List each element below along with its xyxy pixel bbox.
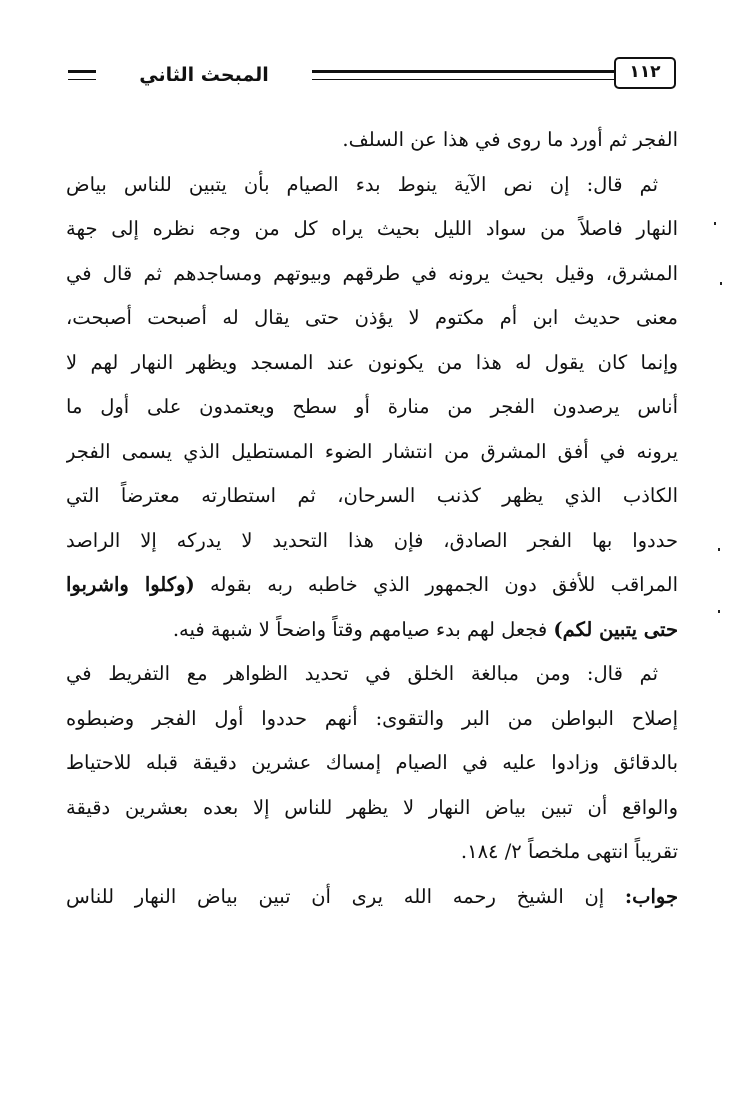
text-line	[66, 608, 678, 653]
bold-segment: حتى يتبين لكم)	[553, 617, 678, 641]
text-line: وإنما كان يقول له هذا من يكونون عند المسجد ويظهر النهار لهم لا	[66, 350, 678, 374]
text-line: الكاذب الذي يظهر كذنب السرحان، ثم استطارته معترضاً التي	[66, 484, 678, 507]
header-rule-right	[312, 70, 666, 80]
text-line: المشرق، وقيل بحيث يرونه في طرقهم وبيوتهم ومساجدهم ثم قال في	[66, 261, 678, 285]
text-line: والواقع أن تبين بياض النهار لا يظهر للناس إلا بعده بعشرين دقيقة	[66, 795, 678, 819]
page-header	[66, 56, 678, 96]
section-title: المبحث الثاني	[139, 64, 269, 86]
header-rule-left	[68, 70, 96, 80]
text-line: الفجر ثم أورد ما روى في هذا عن السلف.	[342, 128, 678, 151]
margin-speck	[720, 282, 722, 285]
text-line: تقريباً انتهى ملخصاً ٢/ ١٨٤.	[460, 840, 678, 863]
line-segment: إن الشيخ رحمه الله يرى أن تبين بياض النهار للناس	[66, 884, 625, 908]
line-segment: فجعل لهم بدء صيامهم وقتاً واضحاً لا شبهة فيه.	[172, 617, 554, 641]
page-number: ١١٢	[614, 57, 676, 89]
margin-speck	[718, 548, 720, 551]
text-line: ثم قال: ومن مبالغة الخلق في تحديد الظواهر مع التفريط في	[66, 662, 658, 685]
text-line: معنى حديث ابن أم مكتوم لا يؤذن حتى يقال له أصبحت أصبحت،	[66, 306, 678, 329]
margin-speck	[718, 610, 720, 613]
text-line: ثم قال: إن نص الآية ينوط بدء الصيام بأن يتبين للناس بياض	[66, 172, 658, 196]
text-line: حددوا بها الفجر الصادق، فإن هذا التحديد لا يدركه إلا الراصد	[66, 528, 678, 552]
text-line: أناس يرصدون الفجر من منارة أو سطح ويعتمدون على أول ما	[66, 395, 678, 418]
text-line: إصلاح البواطن من البر والتقوى: أنهم حددوا أول الفجر وضبطوه	[66, 706, 678, 730]
line-segment: المراقب للأفق دون الجمهور الذي خاطبه ربه بقوله	[194, 573, 678, 596]
text-line	[66, 563, 678, 608]
text-line: بالدقائق وزادوا عليه في الصيام إمساك عشرين دقيقة قبله للاحتياط	[66, 751, 678, 774]
bold-segment: جواب:	[624, 884, 678, 908]
text-line: النهار فاصلاً من سواد الليل بحيث يراه كل من وجه نظره إلى جهة	[66, 217, 678, 240]
bold-segment: (وكلوا واشربوا	[66, 573, 195, 596]
body-text	[66, 118, 678, 919]
text-line	[66, 875, 678, 920]
text-line: يرونه في أفق المشرق من انتشار الضوء المستطيل الذي يسمى الفجر	[66, 439, 678, 463]
margin-speck	[714, 222, 716, 225]
